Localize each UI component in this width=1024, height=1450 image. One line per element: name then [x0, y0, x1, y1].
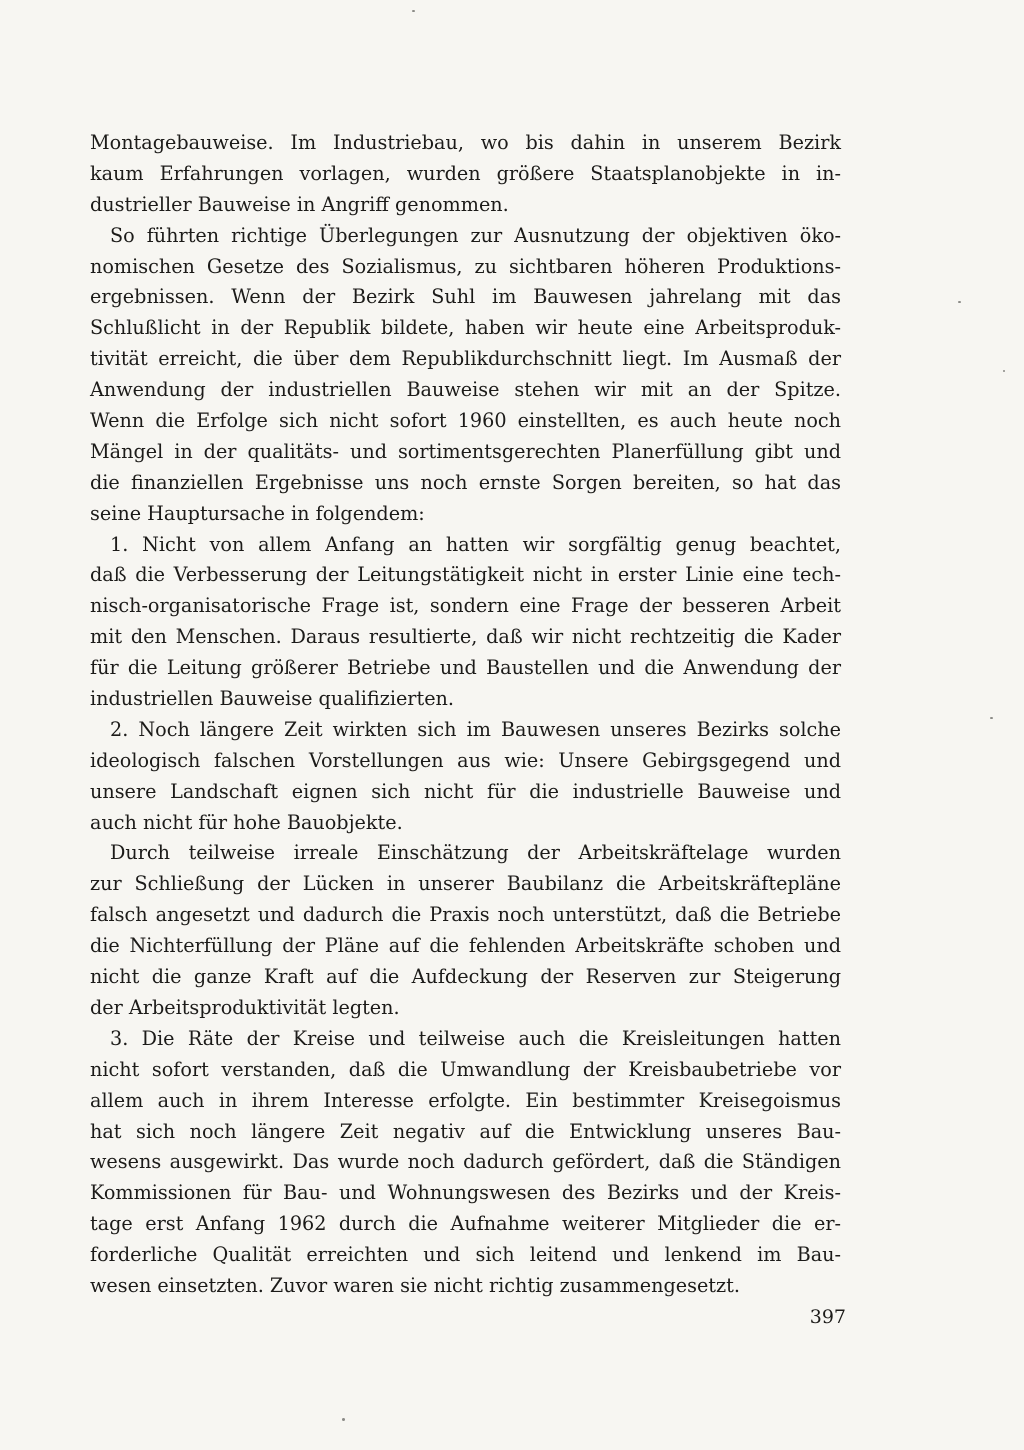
text-line: industriellen Bauweise qualifizierten.	[90, 687, 455, 711]
scan-speck	[990, 717, 993, 719]
text-line: forderliche Qualität erreichten und sich leitend und lenkend im Bau-	[90, 1243, 841, 1267]
text-line: auch nicht für hohe Bauobjekte.	[90, 810, 403, 834]
text-line: Durch teilweise irreale Einschätzung der Arbeitskräftelage wurden	[110, 841, 841, 865]
text-line: die Nichterfüllung der Pläne auf die fehlenden Arbeitskräfte schoben und	[90, 934, 841, 958]
text-line: 3. Die Räte der Kreise und teilweise auch die Kreisleitungen hatten	[110, 1026, 841, 1050]
text-line: 2. Noch längere Zeit wirkten sich im Bauwesen unseres Bezirks solche	[110, 717, 841, 741]
text-line: die finanziellen Ergebnisse uns noch ernste Sorgen bereiten, so hat das	[90, 470, 841, 494]
scan-speck	[1003, 370, 1005, 372]
text-line: ergebnissen. Wenn der Bezirk Suhl im Bauwesen jahrelang mit das	[90, 285, 841, 309]
text-line: dustrieller Bauweise in Angriff genommen.	[90, 192, 509, 216]
body-text	[90, 128, 841, 1302]
scan-speck	[412, 10, 415, 12]
text-line: tivität erreicht, die über dem Republikdurchschnitt liegt. Im Ausmaß der	[90, 347, 841, 371]
text-line: Anwendung der industriellen Bauweise stehen wir mit an der Spitze.	[90, 378, 841, 402]
text-line: Montagebauweise. Im Industriebau, wo bis dahin in unserem Bezirk	[90, 131, 841, 154]
text-line: allem auch in ihrem Interesse erfolgte. Ein bestimmter Kreisegoismus	[90, 1088, 841, 1112]
text-line: Kommissionen für Bau- und Wohnungswesen des Bezirks und der Kreis-	[90, 1181, 841, 1205]
text-line: der Arbeitsproduktivität legten.	[90, 995, 400, 1019]
text-line: zur Schließung der Lücken in unserer Baubilanz die Arbeitskräftepläne	[90, 872, 841, 896]
page-number: 397	[809, 1306, 846, 1328]
text-line: Wenn die Erfolge sich nicht sofort 1960 einstellten, es auch heute noch	[90, 409, 841, 433]
text-line: ideologisch falschen Vorstellungen aus wie: Unsere Gebirgsgegend und	[90, 748, 841, 772]
text-line: nicht die ganze Kraft auf die Aufdeckung der Reserven zur Steigerung	[90, 965, 841, 989]
scan-speck	[958, 301, 961, 303]
text-line: wesen einsetzten. Zuvor waren sie nicht richtig zusammengesetzt.	[90, 1273, 740, 1297]
scan-speck	[342, 1418, 345, 1421]
text-line: So führten richtige Überlegungen zur Ausnutzung der objektiven öko-	[110, 223, 841, 247]
text-line: unsere Landschaft eignen sich nicht für die industrielle Bauweise und	[90, 779, 841, 803]
text-line: daß die Verbesserung der Leitungstätigkeit nicht in erster Linie eine tech-	[90, 563, 841, 587]
text-line: nisch-organisatorische Frage ist, sondern eine Frage der besseren Arbeit	[90, 594, 841, 618]
text-line: nicht sofort verstanden, daß die Umwandlung der Kreisbaubetriebe vor	[90, 1057, 841, 1081]
text-line: wesens ausgewirkt. Das wurde noch dadurch gefördert, daß die Ständigen	[90, 1150, 841, 1174]
text-line: mit den Menschen. Daraus resultierte, daß wir nicht rechtzeitig die Kader	[90, 625, 841, 649]
text-line: seine Hauptursache in folgendem:	[90, 501, 425, 525]
text-line: tage erst Anfang 1962 durch die Aufnahme weiterer Mitglieder die er-	[90, 1212, 841, 1236]
text-line: Schlußlicht in der Republik bildete, haben wir heute eine Arbeitsproduk-	[90, 316, 841, 340]
text-line: 1. Nicht von allem Anfang an hatten wir sorgfältig genug beachtet,	[110, 532, 841, 556]
text-line: falsch angesetzt und dadurch die Praxis noch unterstützt, daß die Betriebe	[90, 903, 841, 927]
text-line: kaum Erfahrungen vorlagen, wurden größere Staatsplanobjekte in in-	[90, 161, 841, 185]
text-line: nomischen Gesetze des Sozialismus, zu sichtbaren höheren Produktions-	[90, 254, 841, 278]
text-line: Mängel in der qualitäts- und sortimentsgerechten Planerfüllung gibt und	[90, 439, 841, 463]
text-line: hat sich noch längere Zeit negativ auf die Entwicklung unseres Bau-	[90, 1119, 841, 1143]
text-line: für die Leitung größerer Betriebe und Baustellen und die Anwendung der	[90, 656, 841, 680]
